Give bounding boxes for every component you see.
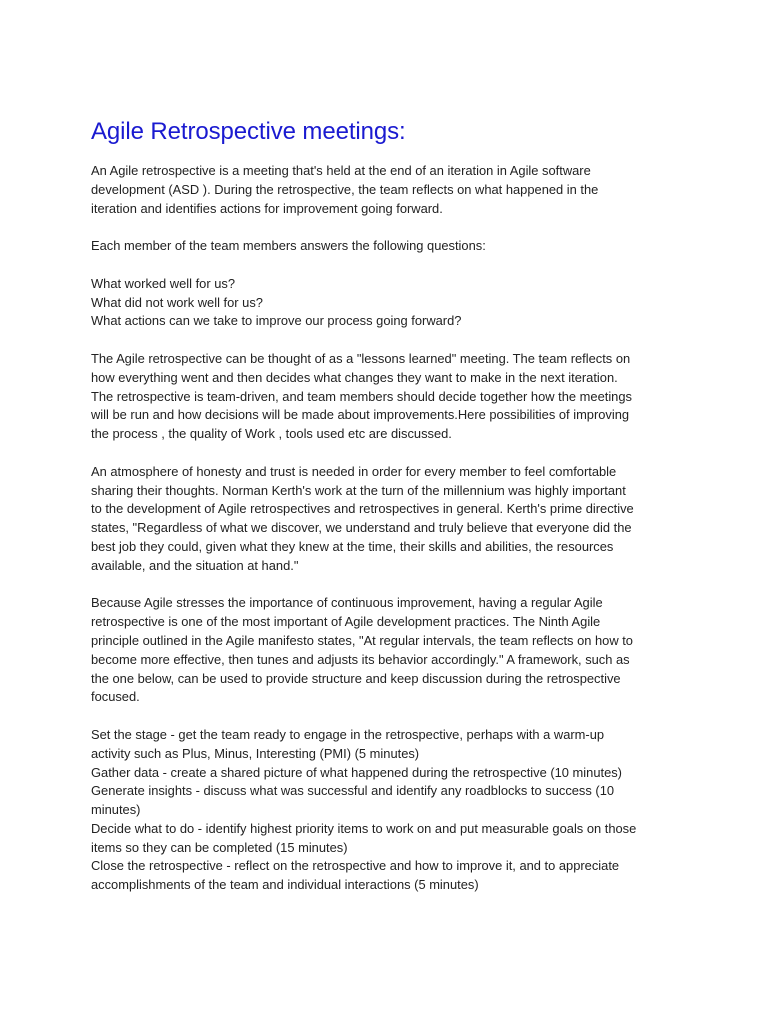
atmosphere-paragraph <box>91 463 681 576</box>
framework-line: Close the retrospective - reflect on the retrospective and how to improve it, and to appreciate <box>91 858 620 874</box>
improvement-paragraph <box>91 594 681 707</box>
atmosphere-line: best job they could, given what they knew at the time, their skills and abilities, the resources <box>91 538 614 554</box>
intro-line: An Agile retrospective is a meeting that's held at the end of an iteration in Agile software <box>91 163 591 178</box>
improvement-line: focused. <box>91 689 140 705</box>
atmosphere-line: available, and the situation at hand." <box>91 557 299 573</box>
intro-line: iteration and identifies actions for improvement going forward. <box>91 200 443 216</box>
improvement-line: retrospective is one of the most important of Agile development practices. The Ninth Agile <box>91 614 601 630</box>
intro-paragraph <box>91 162 681 218</box>
lessons-line: how everything went and then decides what changes they want to make in the next iteration. <box>91 369 618 385</box>
question-item: What did not work well for us? <box>91 294 263 310</box>
atmosphere-line: to the development of Agile retrospectives and retrospectives in general. Kerth's prime directive <box>91 501 634 517</box>
improvement-line: Because Agile stresses the importance of continuous improvement, having a regular Agile <box>91 595 603 611</box>
lessons-line: The retrospective is team-driven, and team members should decide together how the meetings <box>91 388 632 404</box>
framework-line: activity such as Plus, Minus, Interesting (PMI) (5 minutes) <box>91 745 420 761</box>
lessons-paragraph <box>91 350 681 444</box>
questions-intro-line: Each member of the team members answers the following questions: <box>91 238 486 254</box>
framework-line: Decide what to do - identify highest priority items to work on and put measurable goals on those <box>91 820 637 836</box>
questions-intro-paragraph <box>91 237 681 256</box>
improvement-line: become more effective, then tunes and adjusts its behavior accordingly." A framework, such as <box>91 651 630 667</box>
questions-list <box>91 275 681 331</box>
atmosphere-line: sharing their thoughts. Norman Kerth's work at the turn of the millennium was highly important <box>91 482 626 498</box>
framework-line: Gather data - create a shared picture of what happened during the retrospective (10 minutes) <box>91 764 622 780</box>
intro-line: development (ASD ). During the retrospective, the team reflects on what happened in the <box>91 181 599 197</box>
framework-list <box>91 726 681 895</box>
atmosphere-line: states, "Regardless of what we discover, we understand and truly believe that everyone did the <box>91 520 632 536</box>
framework-line: minutes) <box>91 802 141 818</box>
atmosphere-line: An atmosphere of honesty and trust is needed in order for every member to feel comfortable <box>91 463 617 479</box>
improvement-line: principle outlined in the Agile manifesto states, "At regular intervals, the team reflects on how to <box>91 632 633 648</box>
framework-line: Set the stage - get the team ready to engage in the retrospective, perhaps with a warm-up <box>91 726 605 742</box>
lessons-line: the process , the quality of Work , tools used etc are discussed. <box>91 426 452 442</box>
question-item: What worked well for us? <box>91 275 236 291</box>
framework-line: accomplishments of the team and individual interactions (5 minutes) <box>91 877 479 893</box>
page-title: Agile Retrospective meetings: <box>91 118 406 145</box>
framework-line: items so they can be completed (15 minutes) <box>91 839 348 855</box>
lessons-line: will be run and how decisions will be made about improvements.Here possibilities of improving <box>91 407 630 423</box>
improvement-line: the one below, can be used to provide structure and keep discussion during the retrospective <box>91 670 621 686</box>
question-item: What actions can we take to improve our process going forward? <box>91 313 462 329</box>
document-content <box>91 114 681 914</box>
lessons-line: The Agile retrospective can be thought of as a "lessons learned" meeting. The team reflects on <box>91 350 631 366</box>
framework-line: Generate insights - discuss what was successful and identify any roadblocks to success (10 <box>91 783 615 799</box>
